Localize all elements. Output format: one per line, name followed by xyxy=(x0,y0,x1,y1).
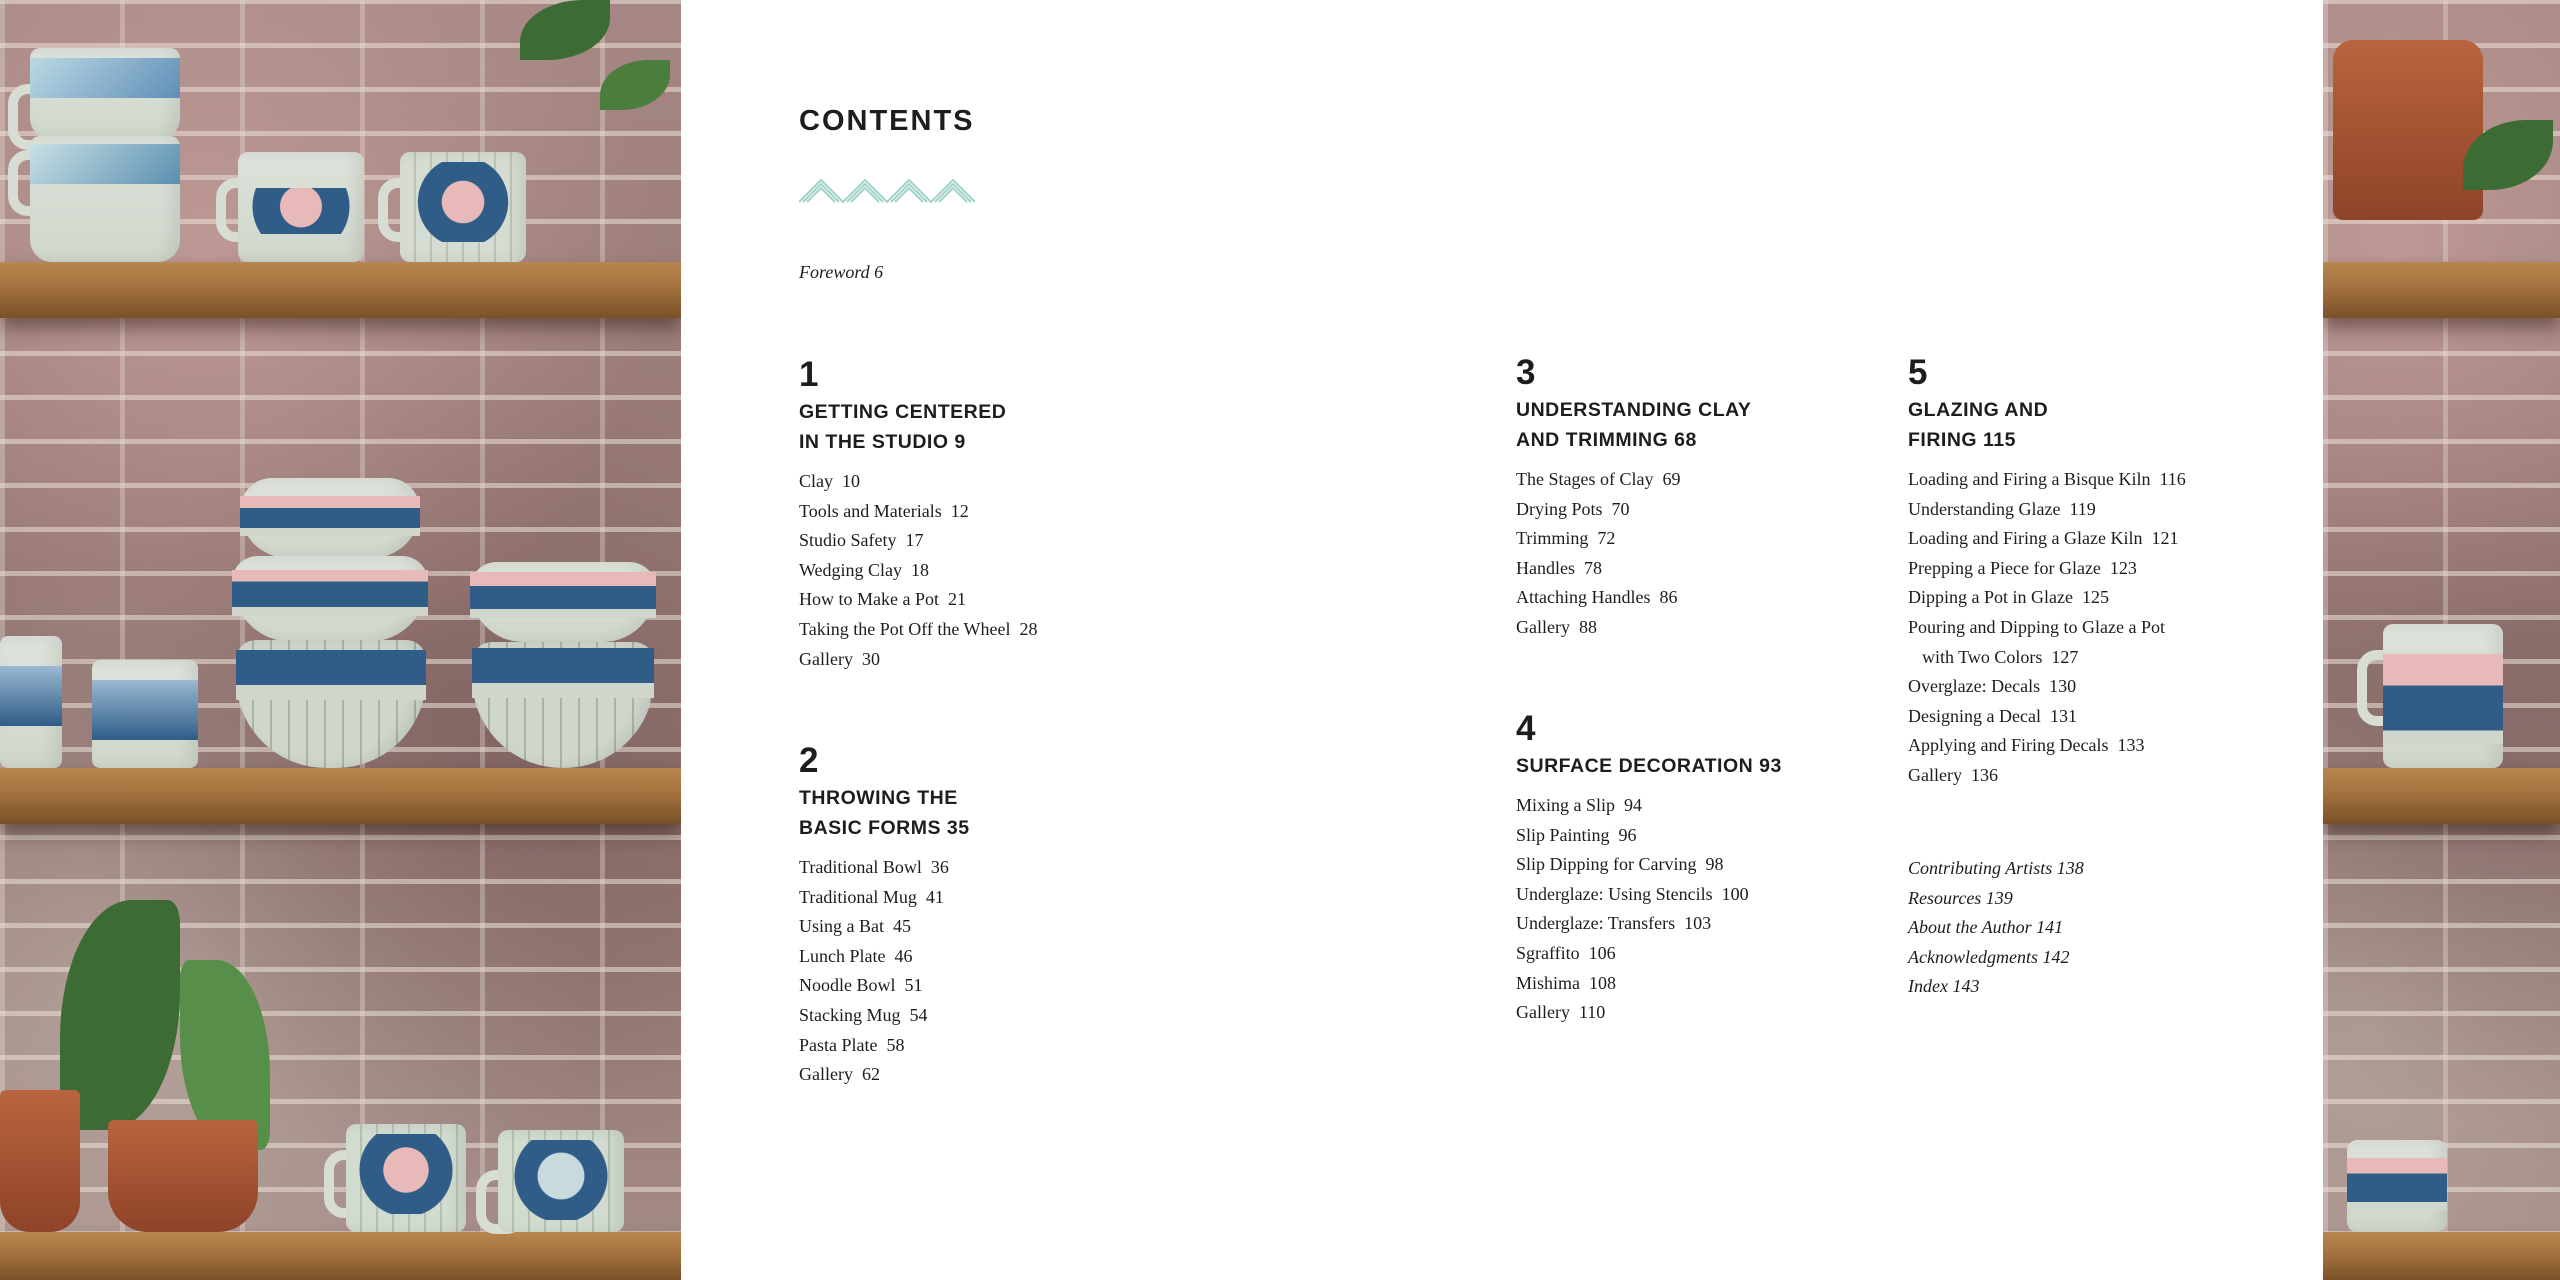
toc-entry: Contributing Artists 138 xyxy=(1908,858,2084,878)
toc-entry: Gallery 110 xyxy=(1516,1002,1606,1023)
toc-entry: Acknowledgments 142 xyxy=(1908,946,2070,967)
chapter-5 xyxy=(1908,355,2268,791)
toc-entry: Gallery 30 xyxy=(799,648,880,669)
plant-leaf xyxy=(600,60,670,110)
chapter-number: 5 xyxy=(1908,353,1928,392)
bowl xyxy=(232,556,428,642)
chapter-title: GETTING CENTERED IN THE STUDIO 9 xyxy=(799,401,1007,453)
toc-entry: Loading and Firing a Bisque Kiln 116 xyxy=(1908,469,2186,489)
mug xyxy=(238,152,364,262)
chapter-number: 3 xyxy=(1516,353,1536,392)
mug xyxy=(2383,624,2503,768)
toc-entry: How to Make a Pot 21 xyxy=(799,589,966,610)
toc-entry: Designing a Decal 131 xyxy=(1908,705,2077,726)
chapter-title: SURFACE DECORATION 93 xyxy=(1516,755,1782,777)
toc-entry: Pouring and Dipping to Glaze a Pot xyxy=(1908,616,2165,637)
wood-shelf xyxy=(2323,768,2560,824)
toc-entry: Stacking Mug 54 xyxy=(799,1004,928,1025)
page-title: CONTENTS xyxy=(799,105,975,137)
mountain-zigzag-ornament-icon xyxy=(799,178,975,204)
toc-entry: Handles 78 xyxy=(1516,557,1602,578)
bowl xyxy=(236,640,426,768)
toc-entry: Clay 10 xyxy=(799,471,860,491)
chapter-3 xyxy=(1516,355,1876,643)
wood-shelf xyxy=(2323,1232,2560,1280)
toc-entry: Traditional Mug 41 xyxy=(799,886,944,907)
mug xyxy=(92,660,198,768)
toc-entry: Lunch Plate 46 xyxy=(799,945,913,966)
toc-entry: Sgraffito 106 xyxy=(1516,942,1616,963)
mug xyxy=(30,136,180,262)
toc-entry: with Two Colors 127 xyxy=(1922,646,2079,667)
toc-entry: Underglaze: Using Stencils 100 xyxy=(1516,883,1749,904)
plant-leaf xyxy=(520,0,610,60)
mug xyxy=(498,1130,624,1232)
toc-entry: Using a Bat 45 xyxy=(799,916,911,937)
chapter-number: 2 xyxy=(799,741,819,780)
toc-entry: Studio Safety 17 xyxy=(799,530,924,551)
bowl xyxy=(240,478,420,558)
chapter-entries xyxy=(1516,791,1876,1028)
chapter-2 xyxy=(799,743,1159,1090)
mug xyxy=(0,636,62,768)
toc-entry: Traditional Bowl 36 xyxy=(799,857,949,877)
chapter-number: 4 xyxy=(1516,709,1536,748)
mug xyxy=(30,48,180,140)
toc-entry: Overglaze: Decals 130 xyxy=(1908,676,2077,697)
terracotta-pot xyxy=(2333,40,2483,220)
toc-entry: Resources 139 xyxy=(1908,887,2013,908)
shelf-photo-left xyxy=(0,0,681,1280)
toc-entry: Noodle Bowl 51 xyxy=(799,975,923,996)
toc-entry: The Stages of Clay 69 xyxy=(1516,469,1681,489)
toc-entry: Index 143 xyxy=(1908,976,1980,997)
toc-entry: About the Author 141 xyxy=(1908,917,2064,938)
toc-entry: Prepping a Piece for Glaze 123 xyxy=(1908,557,2137,578)
chapter-entries xyxy=(799,467,1159,674)
wood-shelf xyxy=(2323,262,2560,318)
chapter-title: UNDERSTANDING CLAY AND TRIMMING 68 xyxy=(1516,399,1752,451)
toc-entry: Mixing a Slip 94 xyxy=(1516,795,1643,815)
toc-entry: Understanding Glaze 119 xyxy=(1908,498,2096,519)
back-matter-list xyxy=(1908,854,2084,1002)
chapter-1 xyxy=(799,357,1159,674)
chapter-entries xyxy=(799,853,1159,1090)
bowl xyxy=(470,562,656,642)
toc-entry: Tools and Materials 12 xyxy=(799,500,969,521)
toc-entry: Slip Dipping for Carving 98 xyxy=(1516,854,1724,875)
toc-entry: Gallery 88 xyxy=(1516,616,1597,637)
chapter-4 xyxy=(1516,711,1876,1028)
mug xyxy=(2347,1140,2447,1232)
chapter-entries xyxy=(1516,465,1876,643)
mug xyxy=(346,1124,466,1232)
toc-entry: Trimming 72 xyxy=(1516,528,1616,549)
bowl xyxy=(472,642,654,768)
wood-shelf xyxy=(0,768,681,824)
terracotta-pot xyxy=(0,1090,80,1232)
wood-shelf xyxy=(0,1232,681,1280)
mug xyxy=(400,152,526,262)
contents-page xyxy=(681,0,2323,1280)
toc-entry: Attaching Handles 86 xyxy=(1516,587,1678,608)
chapter-title: THROWING THE BASIC FORMS 35 xyxy=(799,787,970,839)
shelf-photo-right xyxy=(2323,0,2560,1280)
toc-entry: Gallery 136 xyxy=(1908,764,1998,785)
toc-entry: Dipping a Pot in Glaze 125 xyxy=(1908,587,2109,608)
toc-entry: Applying and Firing Decals 133 xyxy=(1908,735,2145,756)
toc-entry: Gallery 62 xyxy=(799,1064,880,1085)
toc-entry: Drying Pots 70 xyxy=(1516,498,1630,519)
toc-entry: Slip Painting 96 xyxy=(1516,824,1637,845)
chapter-number: 1 xyxy=(799,355,819,394)
foreword-entry: Foreword 6 xyxy=(799,262,884,282)
toc-entry: Wedging Clay 18 xyxy=(799,559,930,580)
chapter-title: GLAZING AND FIRING 115 xyxy=(1908,399,2049,451)
toc-entry: Underglaze: Transfers 103 xyxy=(1516,913,1712,934)
toc-entry: Mishima 108 xyxy=(1516,972,1617,993)
wood-shelf xyxy=(0,262,681,318)
toc-entry: Loading and Firing a Glaze Kiln 121 xyxy=(1908,528,2179,549)
terracotta-pot xyxy=(108,1120,258,1232)
toc-entry: Pasta Plate 58 xyxy=(799,1034,905,1055)
chapter-entries xyxy=(1908,465,2268,791)
toc-entry: Taking the Pot Off the Wheel 28 xyxy=(799,618,1038,639)
